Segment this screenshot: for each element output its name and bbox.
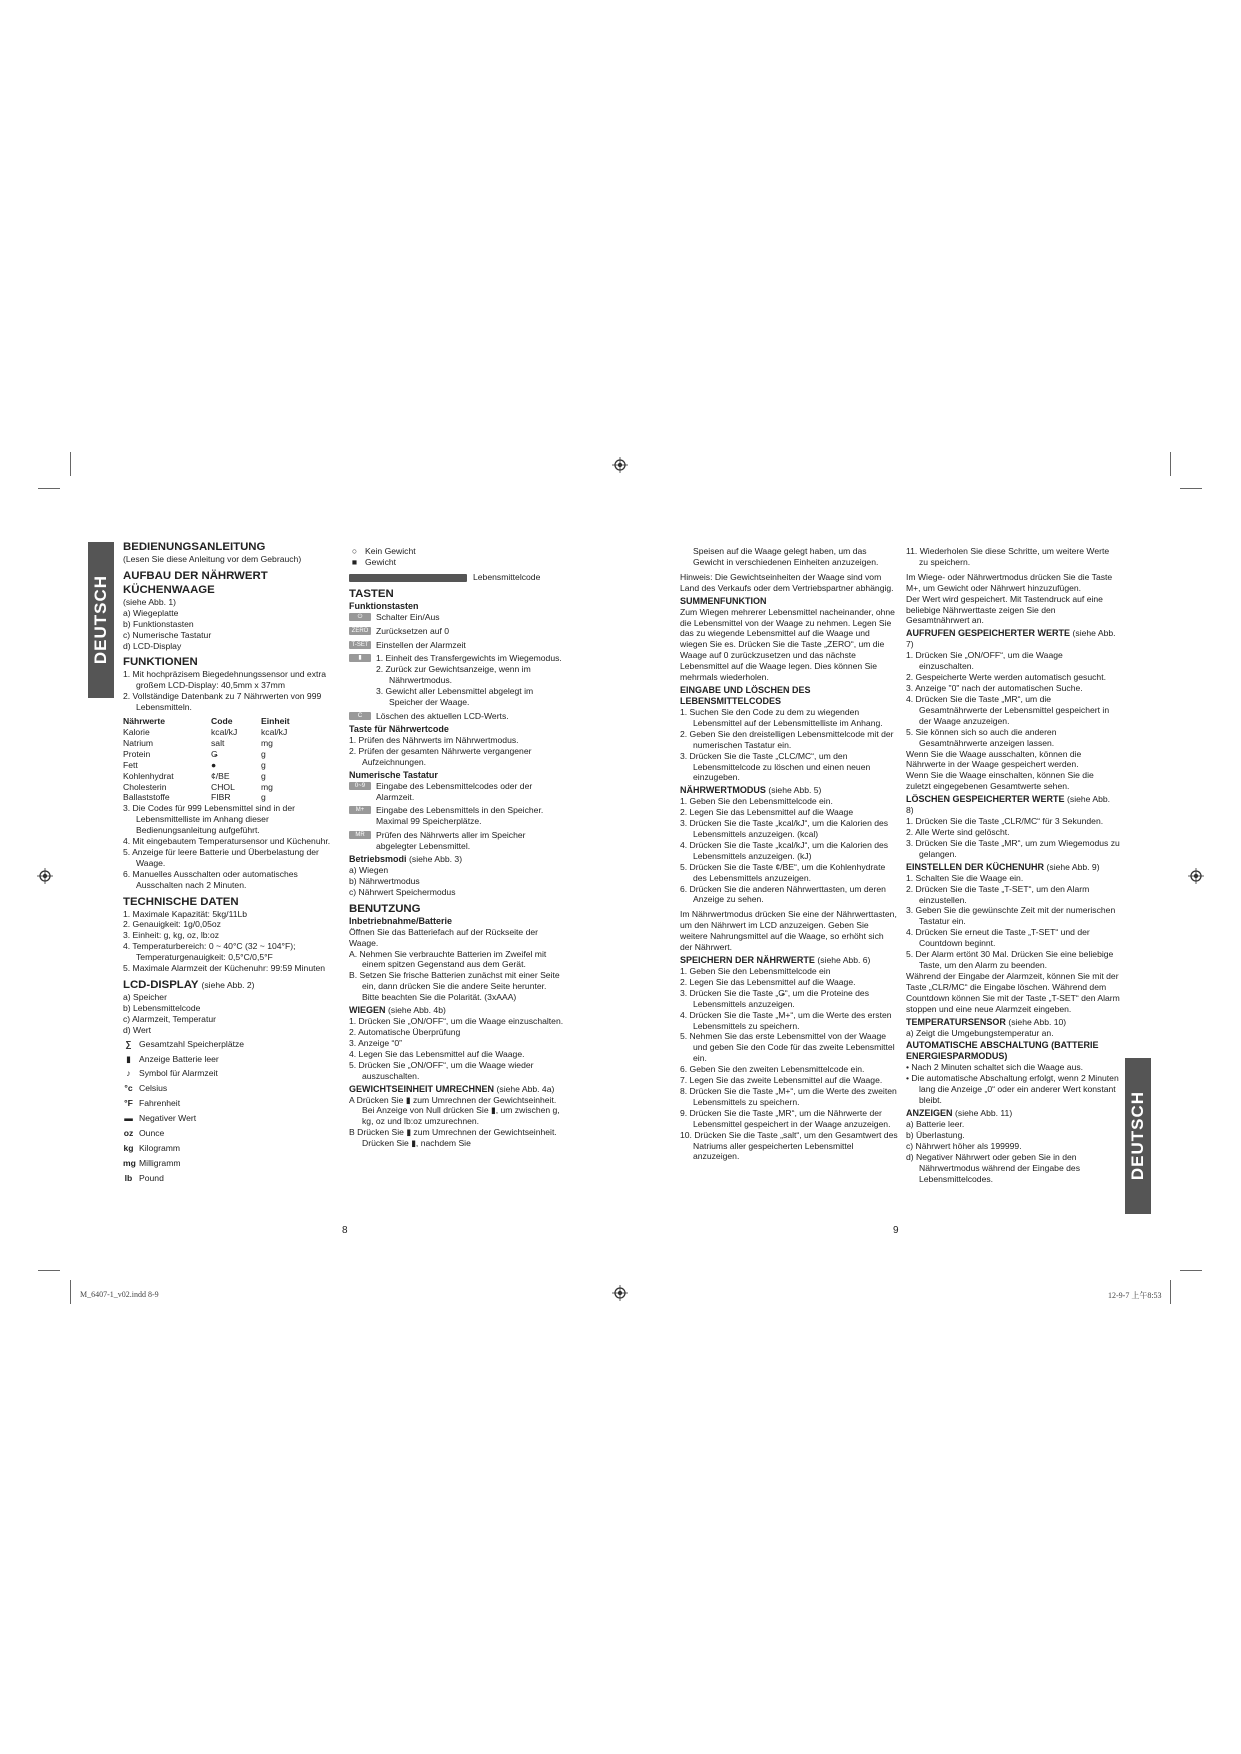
column-2 [349,546,565,1149]
list-item: a) Wiegeplatte [123,607,179,618]
list-item: 2. Legen Sie das Lebensmittel auf die Waage. [680,976,856,987]
lcd-symbol: ▮ Anzeige Batterie leer [123,1054,343,1065]
key-row: M+ Eingabe des Lebensmittels in den Speicher. Maximal 99 Speicherplätze. [349,805,565,827]
list-item: 3. Drücken Sie die Taste „kcal/kJ“, um die Kalorien des Lebensmittels anzuzeigen. (kcal) [680,818,889,840]
list-item: A. Nehmen Sie verbrauchte Batterien im Zweifel mit einem spitzen Gegenstand aus dem Gerät. [349,948,547,970]
subheading: EINSTELLEN DER KÜCHENUHR (siehe Abb. 9) [906,861,1100,872]
list-item: 4. Legen Sie das Lebensmittel auf die Waage. [349,1048,525,1059]
table-cell: Protein [123,748,151,759]
table-cell: salt [211,737,225,748]
list-item: a) Zeigt die Umgebungstemperatur an. [906,1027,1054,1038]
crop-mark [38,488,60,489]
list-item: 2. Geben Sie den dreistelligen Lebensmittelcode mit der numerischen Tastatur ein. [680,728,894,750]
celsius-icon: °c [124,1083,133,1094]
list-item: 11. Wiederholen Sie diese Schritte, um weitere Werte zu speichern. [906,546,1110,567]
table-cell: Ballaststoffe [123,792,170,803]
registration-mark-icon [1188,868,1204,884]
list-item: 3. Geben Sie die gewünschte Zeit mit der numerischen Tastatur ein. [906,905,1116,927]
table-header: Einheit [261,716,290,727]
table-cell: ● [211,759,217,770]
list-item: 3. Die Codes für 999 Lebensmittel sind in der Lebensmittelliste im Anhang dieser Bedienungsanleitung aufgeführt. [123,803,295,836]
lcd-symbol: ♪ Symbol für Alarmzeit [123,1068,343,1079]
list-item: A Drücken Sie ▮ zum Umrechnen der Gewichtseinheit. Bei Anzeige von Null drücken Sie ▮, um zwischen g, kg, oz und lb:oz umzurechnen. [349,1094,560,1127]
list-item: 1. Schalten Sie die Waage ein. [906,872,1024,883]
list-item: 3. Anzeige "0" nach der automatischen Suche. [906,683,1083,694]
footer-date: 12-9-7 上午8:53 [1108,1291,1162,1300]
list-item: c) Numerische Tastatur [123,629,212,640]
registration-mark-icon [612,457,628,473]
list-item: 1. Mit hochpräzisem Biegedehnungssensor und extra großem LCD-Display: 40,5mm x 37mm [123,669,327,691]
subheading: Inbetriebnahme/Batterie [349,915,453,926]
lcd-symbol: ○ Kein Gewicht [349,546,565,557]
alarm-icon: ♪ [126,1068,131,1079]
list-item: 5. Sie können sich so auch die anderen Gesamtnährwerte anzeigen lassen. [906,726,1057,748]
list-item: d) Negativer Nährwert oder geben Sie in den Nährwertmodus während der Eingabe des Lebensmittelcodes. [906,1151,1080,1184]
crop-mark [1170,452,1171,476]
list-item: d) LCD-Display [123,640,182,651]
list-item: 6. Drücken Sie die anderen Nährwerttasten, um deren Anzeige zu sehen. [680,883,886,905]
table-cell: mg [261,737,273,748]
sum-icon: ∑ [125,1038,132,1049]
lcd-symbol: oz Ounce [123,1128,165,1139]
table-cell: ¢/BE [211,770,230,781]
crop-mark [1180,1270,1202,1271]
subheading: ANZEIGEN (siehe Abb. 11) [906,1108,1013,1119]
list-item: 9. Drücken Sie die Taste „MR“, um die Nährwerte der Lebensmittel gespeichert in der Waage anzuzeigen. [680,1107,891,1129]
crop-mark [38,1270,60,1271]
list-item: 4. Drücken Sie die Taste „M+“, um die Werte des ersten Lebensmittels zu speichern. [680,1009,892,1031]
list-item: 2. Drücken Sie die Taste „T-SET“, um den Alarm einzustellen. [906,883,1090,905]
lcd-symbol: °F Fahrenheit [124,1098,181,1109]
paragraph: Hinweis: Die Gewichtseinheiten der Waage sind vom Land des Verkaufs oder dem Vertriebspartner abhängig. [680,571,894,593]
subheading: LÖSCHEN GESPEICHERTER WERTE (siehe Abb. 8) [906,794,1111,816]
zero-key-icon: ZERO [349,627,371,635]
paragraph: Zum Wiegen mehrerer Lebensmittel nacheinander, ohne die Lebensmittel von der Waage zu nehmen. Legen Sie das zu wiegende Lebensmittel auf die Waage und wiegen Sie es. Drücken Sie die Taste „ZERO“, um die Waage auf 0 zurückzusetzen und das nächste Lebensmittel auf die Waage legen. Dies können Sie mehrmals wiederholen. [680,606,895,683]
subheading: NÄHRWERTMODUS (siehe Abb. 5) [680,785,822,796]
table-cell: g [261,748,266,759]
list-item: 1. Prüfen des Nährwerts im Nährwertmodus. [349,734,519,745]
table-cell: mg [261,781,273,792]
tset-key-icon: T-SET [349,641,371,649]
list-item: 1. Maximale Kapazität: 5kg/11Lb [123,908,248,919]
paragraph: Der Wert wird gespeichert. Mit Tastendruck auf eine beliebige Nährwerttaste zeigen Sie den Gesamtnährwert an. [906,593,1103,626]
column-1 [123,540,343,1184]
key-row: ZERO Zurücksetzen auf 0 [349,626,565,637]
heading-tasten: TASTEN [349,587,394,600]
list-item: 1. Einheit des Transfergewichts im Wiegemodus. [376,653,562,664]
list-item: c) Nährwert höher als 199999. [906,1140,1022,1151]
list-item: 2. Alle Werte sind gelöscht. [906,827,1010,838]
subheading: TEMPERATURSENSOR (siehe Abb. 10) [906,1016,1067,1027]
paragraph: Öffnen Sie das Batteriefach auf der Rückseite der Waage. [349,926,539,948]
lcd-symbol: mg Milligramm [123,1157,181,1168]
list-item: 2. Gespeicherte Werte werden automatisch gesucht. [906,672,1106,683]
footer-file: M_6407-1_v02.indd 8-9 [80,1290,159,1299]
lcd-symbol: kg Kilogramm [123,1142,181,1153]
crop-mark [1170,1280,1171,1304]
milligram-icon: mg [123,1157,136,1168]
list-item: b) Funktionstasten [123,618,194,629]
battery-icon: ▮ [126,1053,131,1064]
subheading: SPEICHERN DER NÄHRWERTE (siehe Abb. 6) [680,955,871,965]
list-item: 1. Drücken Sie „ON/OFF“, um die Waage einzuschalten. [906,650,1063,672]
table-cell: Cholesterin [123,781,167,792]
list-item: 3. Gewicht aller Lebensmittel abgelegt im Speicher der Waage. [376,686,534,708]
heading-technische-daten: TECHNISCHE DATEN [123,895,239,908]
subheading: GEWICHTSEINHEIT UMRECHNEN (siehe Abb. 4a) [349,1083,555,1094]
table-cell: Natrium [123,737,154,748]
key-row: MR Prüfen des Nährwerts aller im Speicher abgelegter Lebensmittel. [349,830,565,852]
list-item: 3. Einheit: g, kg, oz, lb:oz [123,930,220,941]
clear-key-icon: C [349,712,371,720]
list-item: • Die automatische Abschaltung erfolgt, wenn 2 Minuten lang die Anzeige „0“ oder ein anderer Wert konstant bleibt. [906,1073,1119,1106]
list-item: 2. Legen Sie das Lebensmittel auf die Waage [680,807,854,818]
list-item: 4. Mit eingebautem Temperatursensor und Küchenuhr. [123,836,331,847]
subheading: Taste für Nährwertcode [349,723,449,734]
list-item: 5. Nehmen Sie das erste Lebensmittel von der Waage und geben Sie den Code für das zweite Lebensmittel ein. [680,1031,895,1064]
list-item: 7. Legen Sie das zweite Lebensmittel auf die Waage. [680,1075,883,1086]
list-item: 2. Vollständige Datenbank zu 7 Nährwerten von 999 Lebensmitteln. [123,691,322,713]
list-item: 6. Geben Sie den zweiten Lebensmittelcode ein. [680,1064,865,1075]
lcd-symbol: °c Celsius [124,1083,168,1094]
heading-funktionen: FUNKTIONEN [123,656,198,669]
list-item: 3. Anzeige “0” [349,1037,403,1048]
nutrition-table [123,716,343,803]
list-item: 4. Drücken Sie die Taste „MR“, um die Gesamtnährwerte der Lebensmittel gespeichert in der Waage anzuzeigen. [906,693,1110,726]
subheading: SUMMENFUNKTION [680,595,767,606]
table-header: Nährwerte [123,716,166,727]
paragraph: Wenn Sie die Waage einschalten, können Sie die zuletzt eingegebenen Gesamtwerte sehen. [906,770,1094,792]
list-item: 4. Drücken Sie die Taste „kcal/kJ“, um die Kalorien des Lebensmittels anzuzeigen. (kJ) [680,839,889,861]
list-item: 6. Manuelles Ausschalten oder automatisches Ausschalten nach 2 Minuten. [123,868,298,890]
subheading: EINGABE UND LÖSCHEN DES LEBENSMITTELCODES [680,684,811,706]
list-item: B Drücken Sie ▮ zum Umrechnen der Gewichtseinheit. Drücken Sie ▮, nachdem Sie [349,1127,557,1149]
list-item: b) Nährwertmodus [349,875,420,886]
lcd-symbol: ▬ Negativer Wert [124,1113,197,1124]
table-cell: g [261,759,266,770]
lcd-symbol: ∑ Gesamtzahl Speicherplätze [123,1039,343,1050]
list-item: a) Batterie leer. [906,1119,965,1130]
crop-mark [70,452,71,476]
list-item: b) Überlastung. [906,1129,965,1140]
list-item: 4. Temperaturbereich: 0 ~ 40°C (32 ~ 104°F); Temperaturgenauigkeit: 0,5°C/0,5°F [123,941,296,963]
list-item: 5. Der Alarm ertönt 30 Mal. Drücken Sie eine beliebige Taste, um den Alarm zu beenden. [906,949,1114,970]
key-row: C Löschen des aktuellen LCD-Werts. [349,711,565,722]
list-item: 1. Drücken Sie „ON/OFF“, um die Waage einzuschalten. [349,1016,564,1027]
list-item: 4. Drücken Sie erneut die Taste „T-SET“ und der Countdown beginnt. [906,927,1090,949]
lcd-code-row: Lebensmittelcode [349,572,565,583]
number-key-icon: 0~9 [349,782,371,790]
document-title: BEDIENUNGSANLEITUNG [123,541,266,553]
language-tab-right: DEUTSCH [1125,1058,1151,1214]
key-row: 0~9 Eingabe des Lebensmittelcodes oder der Alarmzeit. [349,781,565,803]
list-item: 1. Suchen Sie den Code zu dem zu wiegenden Lebensmittel auf der Lebensmittelliste im Anhang. [680,706,883,728]
paragraph: Im Nährwertmodus drücken Sie eine der Nährwerttasten, um den Nährwert im LCD anzuzeigen. Geben Sie weitere Nahrungsmittel auf die Waage, so erhöht sich der Nährwert. [680,909,897,953]
list-item: 5. Drücken Sie die Taste ¢/BE“, um die Kohlenhydrate des Lebensmittels anzuzeigen. [680,861,886,883]
list-item: • Nach 2 Minuten schaltet sich die Waage aus. [906,1062,1084,1073]
paragraph: Speisen auf die Waage gelegt haben, um das Gewicht in verschiedenen Einheiten anzuzeigen. [693,546,879,567]
table-cell: g [261,770,266,781]
list-item: d) Wert [123,1024,152,1035]
table-cell: Fett [123,759,138,770]
heading-benutzung: BENUTZUNG [349,902,421,915]
list-item: a) Wiegen [349,865,389,876]
list-item: 8. Drücken Sie die Taste „M+“, um die Werte des zweiten Lebensmittels zu speichern. [680,1085,897,1107]
list-item: B. Setzen Sie frische Batterien zunächst mit einer Seite ein, dann drücken Sie die andere Seite herunter. Bitte beachten Sie die Polarität. (3xAAA) [349,970,560,1003]
list-item: 3. Drücken Sie die Taste „CLC/MC“, um den Lebensmittelcode zu löschen und einen neuen einzugeben. [680,750,871,783]
list-item: 5. Anzeige für leere Batterie und Überbelastung der Waage. [123,846,319,868]
column-4 [906,546,1120,1185]
registration-mark-icon [612,1285,628,1301]
negative-icon: ▬ [124,1113,133,1124]
list-item: 2. Genauigkeit: 1g/0,05oz [123,919,221,930]
heading-aufbau: AUFBAU DER NÄHRWERT KÜCHENWAAGE [123,569,268,596]
fahrenheit-icon: °F [124,1098,133,1109]
list-item: 5. Drücken Sie „ON/OFF“, um die Waage wieder auszuschalten. [349,1059,534,1081]
subheading: AUTOMATISCHE ABSCHALTUNG (BATTERIE ENERGIESPARMODUS) [906,1040,1099,1062]
lcd-symbol: lb Pound [124,1172,164,1183]
subheading: Funktionstasten [349,600,419,611]
key-row: ⏻ Schalter Ein/Aus [349,612,565,623]
list-item: 1. Geben Sie den Lebensmittelcode ein. [680,796,833,807]
table-cell: kcal/kJ [261,726,288,737]
list-item: b) Lebensmittelcode [123,1002,201,1013]
unit-key-icon: ▮ [349,654,371,662]
paragraph: Während der Eingabe der Alarmzeit, können Sie mit der Taste „CLR/MC“ die Eingabe löschen. Während dem Countdown können Sie mit der Taste „T-SET“ den Alarm stoppen und eine neue Alarmzeit eingeben. [906,970,1120,1014]
table-header: Code [211,716,233,727]
list-item: 3. Drücken Sie die Taste „MR“, um zum Wiegemodus zu gelangen. [906,837,1120,859]
key-row [349,653,565,708]
crop-mark [70,1280,71,1304]
nutrient-keys-strip-icon [349,574,467,582]
subheading: Numerische Tastatur [349,769,438,780]
memory-plus-key-icon: M+ [349,806,371,814]
memory-recall-key-icon: MR [349,831,371,839]
column-3 [680,546,898,1162]
page-number-left: 8 [342,1225,348,1236]
registration-mark-icon [37,868,53,884]
table-cell: FIBR [211,792,231,803]
subheading: WIEGEN (siehe Abb. 4b) [349,1005,446,1016]
key-row: T-SET Einstellen der Alarmzeit [349,640,565,651]
table-cell: Kalorie [123,726,150,737]
table-cell: CHOL [211,781,235,792]
page-number-right: 9 [893,1225,899,1236]
list-item: 2. Zurück zur Gewichtsanzeige, wenn im Nährwertmodus. [376,664,531,686]
table-cell: Ǥ [211,748,218,759]
list-item: 1. Geben Sie den Lebensmittelcode ein [680,966,831,976]
paragraph: Im Wiege- oder Nährwertmodus drücken Sie die Taste M+, um Gewicht oder Nährwert hinzuzufügen. [906,571,1113,593]
ounce-icon: oz [123,1128,134,1139]
paragraph: Wenn Sie die Waage ausschalten, können die Nährwerte in der Waage gespeichert werden. [906,748,1082,770]
list-item: 2. Prüfen der gesamten Nährwerte vergangener Aufzeichnungen. [349,745,532,767]
table-cell: g [261,792,266,803]
subtitle: (Lesen Sie diese Anleitung vor dem Gebrauch) [123,554,302,564]
crop-mark [1180,488,1202,489]
list-item: 10. Drücken Sie die Taste „salt“, um den Gesamtwert des Natriums aller gespeicherten Lebensmittel anzuzeigen. [680,1129,898,1162]
list-item: a) Speicher [123,992,167,1002]
list-item: c) Nährwert Speichermodus [349,886,456,897]
list-item: 1. Drücken Sie die Taste „CLR/MC“ für 3 Sekunden. [906,816,1104,827]
pound-icon: lb [124,1172,133,1183]
subheading: Betriebsmodi (siehe Abb. 3) [349,854,463,865]
subheading: AUFRUFEN GESPEICHERTER WERTE (siehe Abb. 7) [906,628,1116,650]
lcd-symbol: ■ Gewicht [349,557,565,568]
weight-icon: ■ [351,556,358,567]
no-weight-icon: ○ [351,546,358,556]
power-key-icon: ⏻ [349,613,371,621]
heading-lcd-display: LCD-DISPLAY (siehe Abb. 2) [123,979,255,991]
kilogram-icon: kg [123,1142,134,1153]
language-tab-left: DEUTSCH [88,542,114,698]
list-item: c) Alarmzeit, Temperatur [123,1013,216,1024]
ref: (siehe Abb. 1) [123,596,177,607]
list-item: 5. Maximale Alarmzeit der Küchenuhr: 99:59 Minuten [123,963,326,974]
table-cell: kcal/kJ [211,726,238,737]
list-item: 2. Automatische Überprüfung [349,1027,461,1037]
list-item: 3. Drücken Sie die Taste „Ǥ“, um die Proteine des Lebensmittels anzuzeigen. [680,987,869,1009]
table-cell: Kohlenhydrat [123,770,174,781]
